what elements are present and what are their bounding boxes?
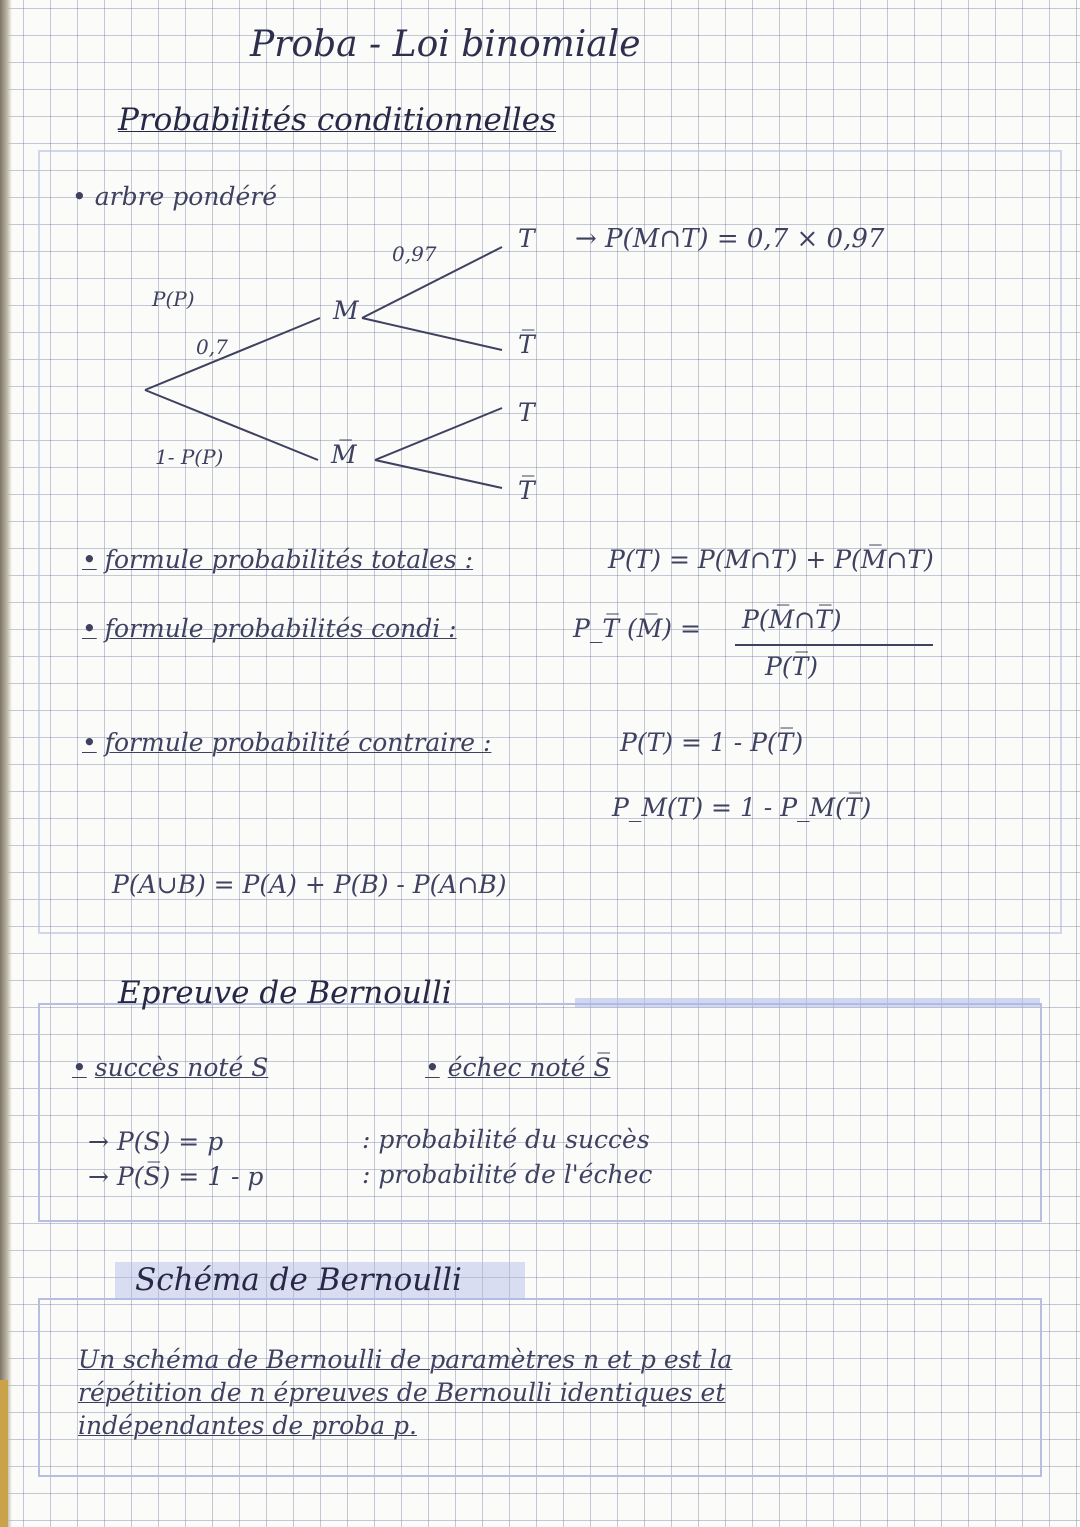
tree-label: • arbre pondéré — [72, 182, 277, 211]
bernoulli-p-success: → P(S) = p — [88, 1127, 224, 1156]
tree-leaf-3: T — [518, 398, 535, 427]
formula-cond-numerator: P(M̅∩T̅) — [742, 605, 842, 634]
formula-cond-denominator: P(T̅) — [765, 652, 819, 681]
branch-notM-notT — [375, 460, 502, 488]
tree-weight-M: 0,7 — [196, 335, 228, 359]
bernoulli-desc-success: : probabilité du succès — [362, 1125, 650, 1154]
section1-heading: Probabilités conditionnelles — [118, 102, 556, 138]
tree-p-label: P(P) — [152, 287, 195, 311]
formula-contr-expr2: P_M(T) = 1 - P_M(T̅) — [612, 793, 872, 822]
tree-product-formula: → P(M∩T) = 0,7 × 0,97 — [575, 224, 885, 254]
probability-tree — [0, 0, 1080, 520]
formula-union: P(A∪B) = P(A) + P(B) - P(A∩B) — [112, 870, 507, 899]
branch-notM-T — [375, 408, 502, 460]
schema-line-2: répétition de n épreuves de Bernoulli identiques et — [78, 1378, 726, 1407]
section2-highlight — [575, 998, 1040, 1008]
schema-line-1: Un schéma de Bernoulli de paramètres n et p est la — [78, 1345, 733, 1374]
formula-cond-fraction-bar — [735, 644, 933, 646]
tree-node-M: M — [333, 296, 359, 325]
formula-contr-expr1: P(T) = 1 - P(T̅) — [620, 728, 804, 757]
binding-tab — [0, 1380, 8, 1527]
page-title: Proba - Loi binomiale — [250, 24, 641, 65]
formula-cond-lhs: P_T̅ (M̅) = — [573, 614, 701, 643]
formula-total-expr: P(T) = P(M∩T) + P(M̅∩T) — [608, 545, 934, 574]
section2-heading: Epreuve de Bernoulli — [118, 975, 452, 1011]
formula-contr-label: • formule probabilité contraire : — [82, 728, 491, 757]
tree-weight-T: 0,97 — [392, 242, 437, 266]
formula-cond-label: • formule probabilités condi : — [82, 614, 457, 643]
tree-node-notM: M̅ — [331, 440, 357, 469]
tree-leaf-1: T — [518, 224, 535, 253]
tree-leaf-2: T̅ — [518, 330, 535, 359]
bernoulli-success: • succès noté S — [72, 1053, 268, 1082]
tree-leaf-4: T̅ — [518, 476, 535, 505]
schema-line-3: indépendantes de proba p. — [78, 1411, 417, 1440]
branch-M-notT — [362, 318, 502, 350]
formula-total-label: • formule probabilités totales : — [82, 545, 473, 574]
section3-heading: Schéma de Bernoulli — [135, 1262, 462, 1298]
bernoulli-failure: • échec noté S̅ — [425, 1053, 610, 1082]
tree-weight-notM: 1- P(P) — [155, 445, 224, 469]
branch-root-M — [145, 318, 320, 390]
bernoulli-p-failure: → P(S̅) = 1 - p — [88, 1162, 264, 1191]
bernoulli-desc-failure: : probabilité de l'échec — [362, 1160, 653, 1189]
